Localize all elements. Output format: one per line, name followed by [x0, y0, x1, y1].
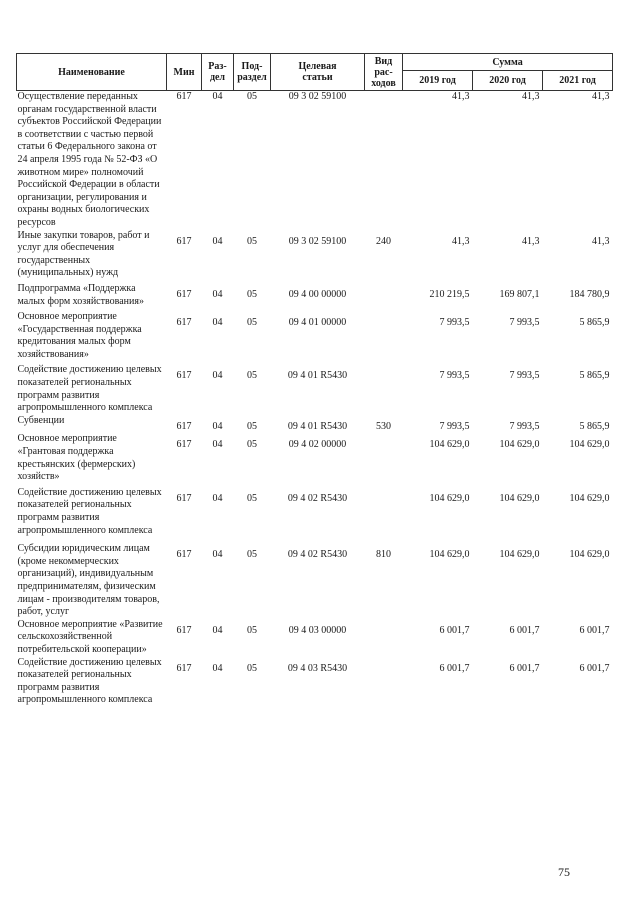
row-sum-2020: 7 993,5 — [509, 370, 540, 382]
table-row — [17, 537, 613, 619]
row-celevaya: 09 4 02 00000 — [288, 439, 347, 451]
row-celevaya: 09 4 03 R5430 — [287, 662, 348, 674]
table-row — [17, 91, 613, 230]
row-vid — [365, 361, 403, 414]
row-vid — [365, 91, 403, 230]
row-vid — [365, 657, 403, 707]
row-sum-2021: 104 629,0 — [569, 492, 610, 504]
row-celevaya: 09 4 02 R5430 — [287, 549, 348, 561]
row-min: 617 — [176, 624, 192, 636]
row-min: 617 — [176, 370, 192, 382]
row-sum-2021: 41,3 — [592, 235, 610, 247]
row-celevaya: 09 3 02 59100 — [288, 235, 347, 247]
row-sum-2021: 6 001,7 — [579, 624, 610, 636]
row-sum-2021: 5 865,9 — [579, 370, 610, 382]
row-podrazdel: 05 — [247, 624, 257, 636]
row-razdel: 04 — [212, 370, 223, 382]
row-sum-2019: 210 219,5 — [429, 288, 470, 300]
row-sum-2020: 169 807,1 — [499, 288, 540, 300]
row-sum-2021: 104 629,0 — [569, 439, 610, 451]
row-min: 617 — [176, 549, 192, 561]
row-podrazdel: 05 — [247, 288, 257, 300]
row-vid: 810 — [376, 549, 391, 561]
header-vid: Вид рас- ходов — [365, 54, 403, 91]
row-podrazdel: 05 — [247, 549, 257, 561]
row-name: Основное мероприятие «Грантовая поддержка крестьянских (фермерских) хозяйств» — [17, 433, 136, 483]
row-celevaya: 09 4 01 R5430 — [287, 420, 348, 432]
row-razdel: 04 — [212, 235, 223, 247]
row-podrazdel: 05 — [247, 235, 257, 247]
row-podrazdel: 05 — [247, 492, 257, 504]
row-sum-2020: 104 629,0 — [499, 439, 540, 451]
row-name: Иные закупки товаров, работ и услуг для обеспечения государственных (муниципальных) нужд — [17, 229, 150, 279]
table-row — [17, 280, 613, 308]
row-sum-2021: 104 629,0 — [569, 549, 610, 561]
row-sum-2020: 41,3 — [522, 91, 540, 102]
row-razdel: 04 — [212, 624, 223, 636]
header-name: Наименование — [17, 54, 167, 91]
row-sum-2020: 104 629,0 — [499, 492, 540, 504]
row-podrazdel: 05 — [247, 91, 257, 102]
header-year-2021: 2021 год — [543, 71, 613, 91]
row-min: 617 — [176, 492, 192, 504]
row-podrazdel: 05 — [247, 439, 257, 451]
row-podrazdel: 05 — [247, 662, 257, 674]
row-celevaya: 09 4 00 00000 — [288, 288, 347, 300]
row-min: 617 — [176, 662, 192, 674]
header-min: Мин — [167, 54, 202, 91]
table-row — [17, 308, 613, 361]
row-sum-2019: 41,3 — [452, 235, 470, 247]
row-min: 617 — [176, 91, 192, 102]
row-sum-2020: 41,3 — [522, 235, 540, 247]
table-row — [17, 657, 613, 707]
row-celevaya: 09 4 03 00000 — [288, 624, 347, 636]
row-min: 617 — [176, 317, 192, 329]
row-celevaya: 09 4 01 R5430 — [287, 370, 348, 382]
row-podrazdel: 05 — [247, 317, 257, 329]
header-celevaya: Целевая статьи — [271, 54, 365, 91]
row-celevaya: 09 4 02 R5430 — [287, 492, 348, 504]
row-sum-2020: 7 993,5 — [509, 420, 540, 432]
row-vid — [365, 280, 403, 308]
header-summa: Сумма — [403, 54, 613, 71]
header-year-2020: 2020 год — [473, 71, 543, 91]
row-vid — [365, 619, 403, 657]
row-razdel: 04 — [212, 420, 223, 432]
row-sum-2019: 7 993,5 — [439, 317, 470, 329]
row-vid — [365, 484, 403, 537]
row-name: Содействие достижению целевых показателей региональных программ развития агропромышленного комплекса — [17, 656, 162, 706]
row-razdel: 04 — [212, 288, 223, 300]
row-podrazdel: 05 — [247, 420, 257, 432]
table-body — [17, 91, 613, 707]
row-celevaya: 09 4 01 00000 — [288, 317, 347, 329]
row-name: Подпрограмма «Поддержка малых форм хозяйствования» — [17, 282, 144, 307]
row-podrazdel: 05 — [247, 370, 257, 382]
table-row — [17, 484, 613, 537]
page-number: 75 — [558, 865, 570, 879]
row-vid — [365, 433, 403, 483]
row-name: Субсидии юридическим лицам (кроме некоммерческих организаций), индивидуальным предпринимателям, физическим лицам - производителям товаров, работ, услуг — [17, 543, 160, 618]
row-sum-2020: 6 001,7 — [509, 624, 540, 636]
row-sum-2019: 7 993,5 — [439, 370, 470, 382]
row-razdel: 04 — [212, 91, 223, 102]
row-min: 617 — [176, 288, 192, 300]
row-razdel: 04 — [212, 492, 223, 504]
table-header — [17, 54, 613, 91]
row-celevaya: 09 3 02 59100 — [288, 91, 347, 102]
budget-table — [16, 53, 613, 707]
row-vid: 530 — [376, 420, 391, 432]
row-sum-2019: 104 629,0 — [429, 439, 470, 451]
table-row — [17, 619, 613, 657]
row-razdel: 04 — [212, 317, 223, 329]
row-vid: 240 — [376, 235, 391, 247]
row-sum-2020: 6 001,7 — [509, 662, 540, 674]
row-sum-2021: 6 001,7 — [579, 662, 610, 674]
row-sum-2020: 7 993,5 — [509, 317, 540, 329]
row-min: 617 — [176, 420, 192, 432]
row-sum-2019: 6 001,7 — [439, 662, 470, 674]
row-name: Основное мероприятие «Государственная поддержка кредитования малых форм хозяйствования» — [17, 311, 142, 360]
row-name: Осуществление переданных органам государственной власти субъектов Российской Федерации в соответствии с частью первой статьи 6 Федерального закона от 24 апреля 1995 года № 52-ФЗ «О животном мире» полномочий Российской Федерации в области организации, регулирования и охраны водных биологических ресурсов — [17, 91, 162, 228]
row-sum-2019: 104 629,0 — [429, 549, 470, 561]
row-sum-2019: 6 001,7 — [439, 624, 470, 636]
row-razdel: 04 — [212, 662, 223, 674]
row-sum-2019: 41,3 — [452, 91, 470, 102]
table-row — [17, 230, 613, 280]
row-sum-2019: 7 993,5 — [439, 420, 470, 432]
table-row — [17, 415, 613, 434]
row-name: Содействие достижению целевых показателей региональных программ развития агропромышленного комплекса — [17, 486, 162, 536]
row-name: Содействие достижению целевых показателей региональных программ развития агропромышленного комплекса — [17, 364, 162, 414]
row-sum-2020: 104 629,0 — [499, 549, 540, 561]
row-min: 617 — [176, 439, 192, 451]
header-year-2019: 2019 год — [403, 71, 473, 91]
row-sum-2021: 41,3 — [592, 91, 610, 102]
row-name: Субвенции — [17, 414, 65, 426]
table-row — [17, 433, 613, 483]
row-sum-2021: 5 865,9 — [579, 420, 610, 432]
row-razdel: 04 — [212, 549, 223, 561]
row-name: Основное мероприятие «Развитие сельскохозяйственной потребительской кооперации» — [17, 618, 163, 655]
row-sum-2019: 104 629,0 — [429, 492, 470, 504]
row-vid — [365, 308, 403, 361]
row-sum-2021: 5 865,9 — [579, 317, 610, 329]
row-min: 617 — [176, 235, 192, 247]
row-razdel: 04 — [212, 439, 223, 451]
table-row — [17, 361, 613, 414]
header-podrazdel: Под- раздел — [234, 54, 271, 91]
header-razdel: Раз- дел — [202, 54, 234, 91]
row-sum-2021: 184 780,9 — [569, 288, 610, 300]
